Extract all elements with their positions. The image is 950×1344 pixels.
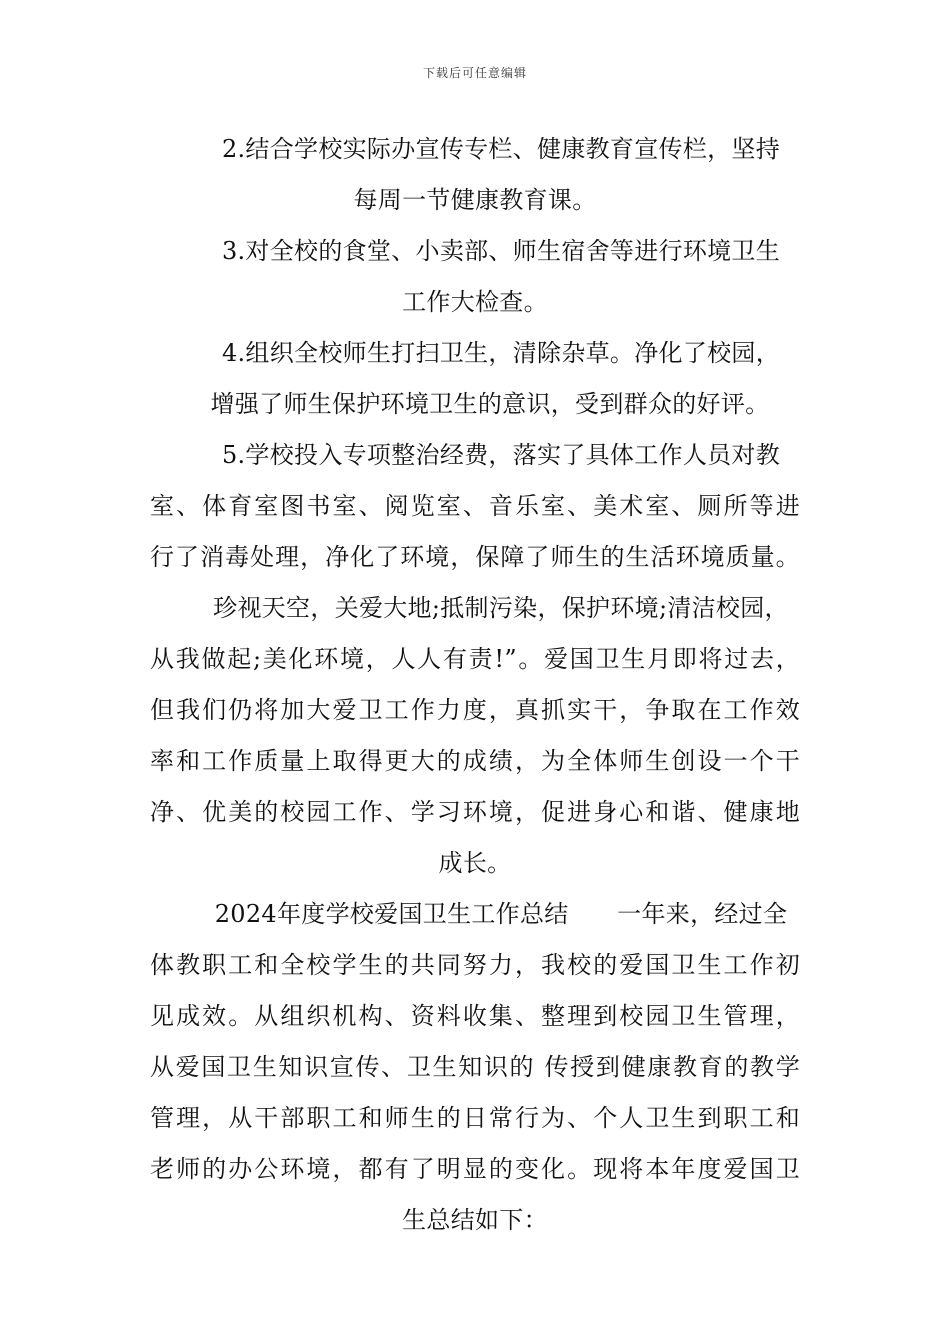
- text-line: 成长。: [438, 849, 512, 877]
- text-line: 净、优美的校园工作、学习环境，促进身心和谐、健康地: [150, 798, 800, 826]
- text-line: 管理，从干部职工和师生的日常行为、个人卫生到职工和: [150, 1104, 800, 1132]
- text-line: 每周一节健康教育课。: [353, 186, 597, 214]
- text-line: 2024年度学校爱国卫生工作总结 一年来，经过全: [214, 900, 788, 928]
- text-line: 生总结如下：: [402, 1206, 548, 1234]
- text-line: 从爱国卫生知识宣传、卫生知识的 传授到健康教育的教学: [150, 1053, 800, 1081]
- text-line: 行了消毒处理，净化了环境，保障了师生的生活环境质量。: [150, 543, 800, 571]
- text-line: 老师的办公环境，都有了明显的变化。现将本年度爱国卫: [150, 1155, 800, 1183]
- text-line: 增强了师生保护环境卫生的意识，受到群众的好评。: [210, 390, 770, 418]
- text-line: 体教职工和全校学生的共同努力，我校的爱国卫生工作初: [150, 951, 800, 979]
- page-header-note: 下载后可任意编辑: [422, 66, 527, 80]
- text-line: 从我做起;美化环境，人人有责!”。爱国卫生月即将过去，: [150, 645, 800, 673]
- text-line: 3.对全校的食堂、小卖部、师生宿舍等进行环境卫生: [221, 237, 781, 265]
- text-line: 工作大检查。: [402, 288, 548, 316]
- text-line: 4.组织全校师生打扫卫生，清除杂草。净化了校园，: [221, 339, 781, 367]
- text-line: 5.学校投入专项整治经费，落实了具体工作人员对教: [221, 441, 781, 469]
- text-line: 2.结合学校实际办宣传专栏、健康教育宣传栏，坚持: [221, 135, 781, 163]
- text-line: 率和工作质量上取得更大的成绩，为全体师生创设一个干: [150, 747, 800, 775]
- text-line: 珍视天空，关爱大地;抵制污染，保护环境;清洁校园，: [213, 594, 789, 622]
- text-line: 室、体育室图书室、阅览室、音乐室、美术室、厕所等进: [150, 492, 800, 520]
- document-body: [150, 124, 800, 1246]
- text-line: 见成效。从组织机构、资料收集、整理到校园卫生管理，: [150, 1002, 800, 1030]
- text-line: 但我们仍将加大爱卫工作力度，真抓实干，争取在工作效: [150, 696, 800, 724]
